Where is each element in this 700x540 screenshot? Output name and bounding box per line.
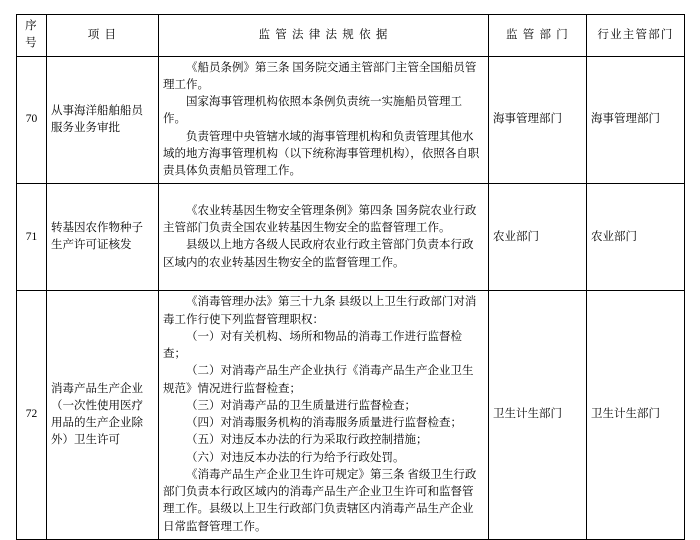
basis-paragraph: （六）对违反本办法的行为给予行政处罚。 (186, 451, 405, 464)
basis-paragraph: 负责管理中央管辖水域的海事管理机构和负责管理其他水域的地方海事管理机构（以下统称海事管理机构），依照各自职责具体负责船员管理工作。 (163, 130, 480, 177)
cell-department: 海事管理部门 (489, 56, 587, 184)
basis-paragraph: 《农业转基因生物安全管理条例》第四条 国务院农业行政主管部门负责全国农业转基因生物安全的监督管理工作。 (163, 204, 477, 234)
basis-paragraph: （一）对有关机构、场所和物品的消毒工作进行监督检查； (163, 330, 462, 360)
basis-paragraph: （四）对消毒服务机构的消毒服务质量进行监督检查； (186, 417, 462, 429)
basis-paragraph: 《船员条例》第三条 国务院交通主管部门主管全国船员管理工作。 (163, 61, 477, 91)
cell-department: 农业部门 (489, 184, 587, 291)
cell-industry-department: 海事管理部门 (587, 56, 685, 184)
table-header-row (17, 15, 685, 57)
cell-industry-department: 农业部门 (587, 184, 685, 291)
cell-no: 71 (17, 184, 47, 291)
table-body (17, 56, 685, 539)
cell-no: 72 (17, 291, 47, 540)
basis-paragraph: （三）对消毒产品的卫生质量进行监督检查； (186, 399, 416, 412)
cell-no: 70 (17, 56, 47, 184)
cell-item: 从事海洋船舶船员服务业务审批 (47, 56, 159, 184)
cell-basis (159, 291, 489, 540)
cell-item: 转基因农作物种子生产许可证核发 (47, 184, 159, 291)
regulation-table (16, 14, 685, 540)
cell-basis (159, 184, 489, 291)
column-header-no: 序 号 (17, 15, 47, 57)
basis-paragraph: 县级以上地方各级人民政府农业行政主管部门负责本行政区域内的农业转基因生物安全的监督管理工作。 (163, 239, 474, 269)
basis-paragraph: 国家海事管理机构依照本条例负责统一实施船员管理工作。 (163, 96, 462, 126)
column-header-basis: 监 管 法 律 法 规 依 据 (159, 15, 489, 57)
table-row (17, 184, 685, 291)
table-header (17, 15, 685, 57)
column-header-department: 监 管 部 门 (489, 15, 587, 57)
cell-basis (159, 56, 489, 184)
column-header-industry-department: 行业主管部门 (587, 15, 685, 57)
table-row (17, 56, 685, 184)
cell-item: 消毒产品生产企业（一次性使用医疗用品的生产企业除外）卫生许可 (47, 291, 159, 540)
table-row (17, 291, 685, 540)
column-header-item: 项 目 (47, 15, 159, 57)
basis-paragraph: 《消毒产品生产企业卫生许可规定》第三条 省级卫生行政部门负责本行政区域内的消毒产品生产企业卫生许可和监督管理工作。县级以上卫生行政部门负责辖区内消毒产品生产企业日常监督管理工作。 (163, 468, 477, 533)
cell-department: 卫生计生部门 (489, 291, 587, 540)
cell-industry-department: 卫生计生部门 (587, 291, 685, 540)
basis-paragraph: （二）对消毒产品生产企业执行《消毒产品生产企业卫生规范》情况进行监督检查； (163, 365, 474, 395)
basis-paragraph: （五）对违反本办法的行为采取行政控制措施； (186, 434, 428, 447)
basis-paragraph: 《消毒管理办法》第三十九条 县级以上卫生行政部门对消毒工作行使下列监督管理职权： (163, 296, 477, 326)
